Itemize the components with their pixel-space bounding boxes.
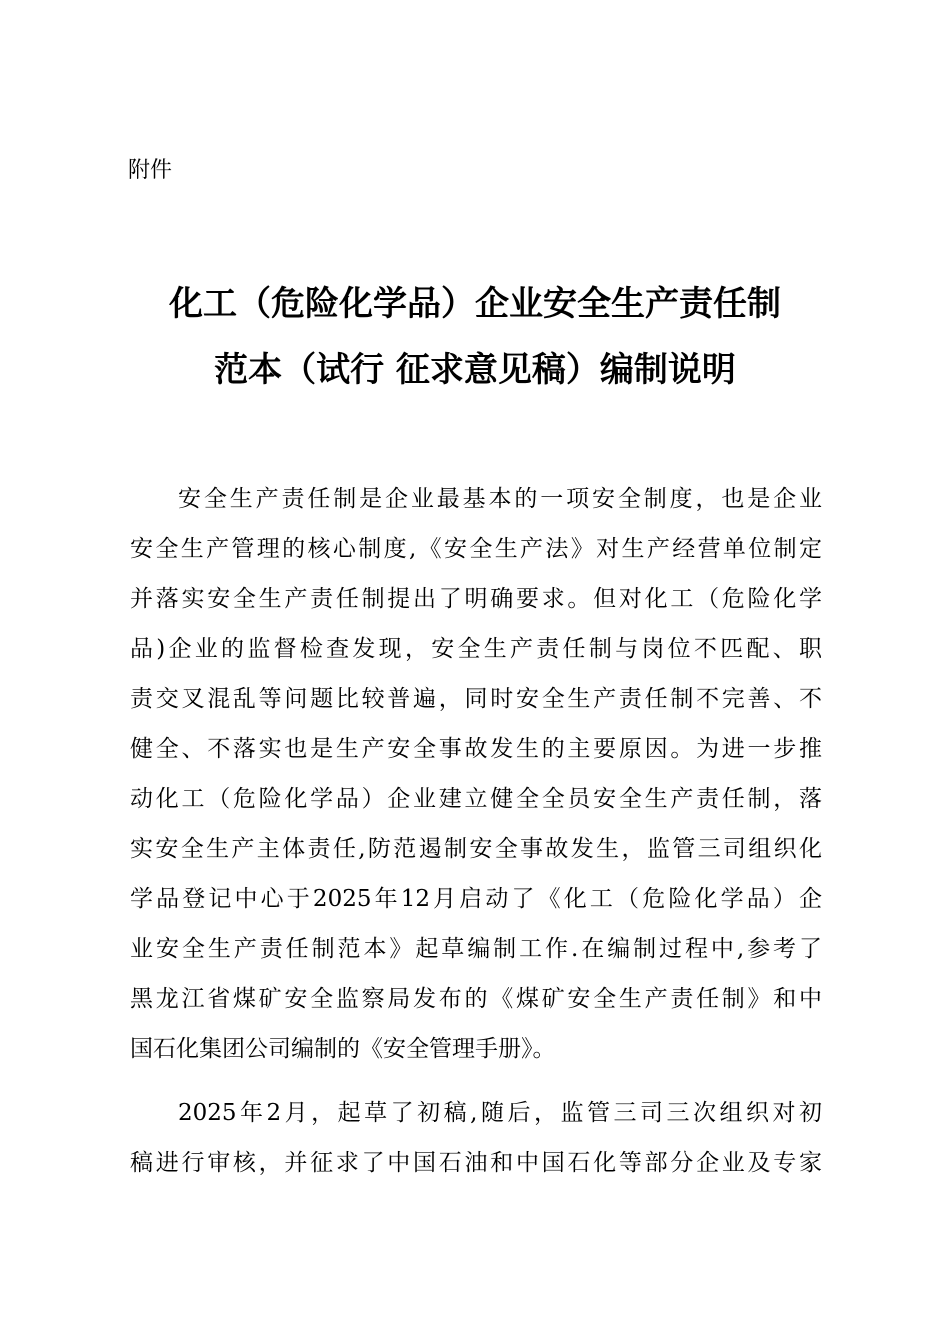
body-line: 健全、不落实也是生产安全事故发生的主要原因。为进一步推 xyxy=(130,736,822,762)
document-title-line-2: 范本（试行 征求意见稿）编制说明 xyxy=(214,350,736,390)
body-line: 并落实安全生产责任制提出了明确要求。但对化工（危险化学 xyxy=(130,586,822,612)
body-line: 实安全生产主体责任,防范遏制安全事故发生，监管三司组织化 xyxy=(130,836,822,862)
body-line: 稿进行审核，并征求了中国石油和中国石化等部分企业及专家 xyxy=(130,1150,822,1176)
body-line: 安全生产管理的核心制度,《安全生产法》对生产经营单位制定 xyxy=(130,536,822,562)
body-line: 国石化集团公司编制的《安全管理手册》。 xyxy=(130,1036,556,1062)
body-line: 黑龙江省煤矿安全监察局发布的《煤矿安全生产责任制》和中 xyxy=(130,986,822,1012)
body-line: 动化工（危险化学品）企业建立健全全员安全生产责任制，落 xyxy=(130,786,822,812)
body-line: 责交叉混乱等问题比较普遍，同时安全生产责任制不完善、不 xyxy=(130,686,822,712)
body-line: 业安全生产责任制范本》起草编制工作.在编制过程中,参考了 xyxy=(130,936,822,962)
document-title-line-1: 化工（危险化学品）企业安全生产责任制 xyxy=(169,284,781,324)
body-line: 品)企业的监督检查发现，安全生产责任制与岗位不匹配、职 xyxy=(130,636,822,662)
body-line: 2025年2月，起草了初稿,随后，监管三司三次组织对初 xyxy=(178,1100,822,1126)
body-line: 安全生产责任制是企业最基本的一项安全制度，也是企业 xyxy=(178,486,822,512)
attachment-label: 附件 xyxy=(128,158,173,183)
body-line: 学品登记中心于2025年12月启动了《化工（危险化学品）企 xyxy=(130,886,822,912)
